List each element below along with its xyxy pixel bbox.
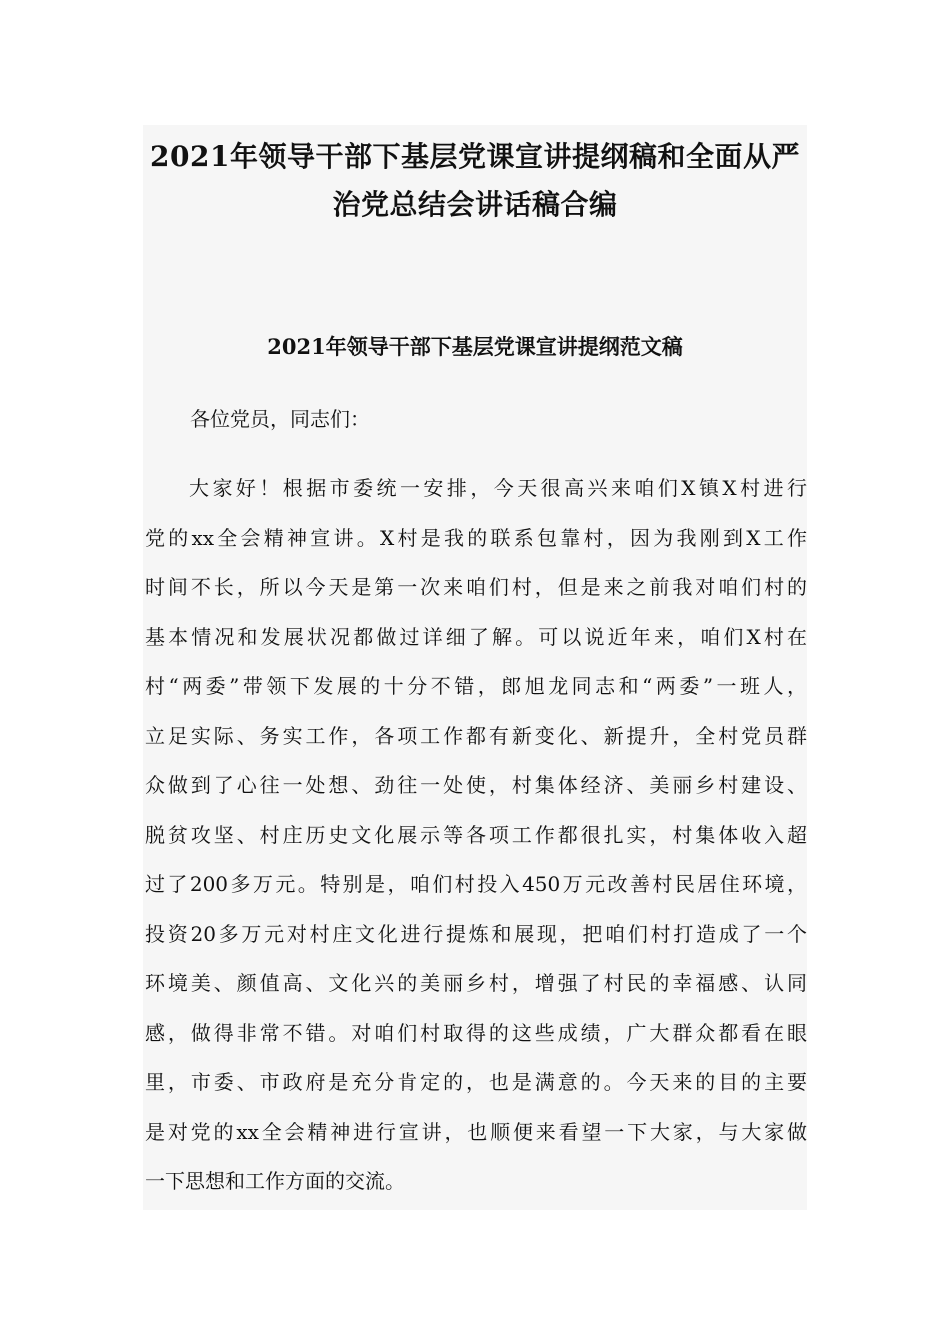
paragraph-line: 一下思想和工作方面的交流。 bbox=[145, 1169, 405, 1193]
document-title bbox=[143, 133, 807, 229]
body-paragraph bbox=[145, 469, 807, 1212]
paragraph-line: 感，做得非常不错。对咱们村取得的这些成绩，广大群众都看在眼 bbox=[145, 1020, 807, 1045]
section-title: 2021年领导干部下基层党课宣讲提纲范文稿 bbox=[267, 334, 683, 359]
paragraph-line: 过了200多万元。特别是，咱们村投入450万元改善村民居住环境， bbox=[145, 872, 807, 896]
document-page bbox=[143, 125, 807, 1210]
paragraph-line: 脱贫攻坚、村庄历史文化展示等各项工作都很扎实，村集体收入超 bbox=[145, 822, 807, 847]
paragraph-line: 是对党的xx全会精神进行宣讲，也顺便来看望一下大家，与大家做 bbox=[145, 1119, 807, 1144]
document-title-line: 治党总结会讲话稿合编 bbox=[332, 188, 618, 221]
paragraph-line: 环境美、颜值高、文化兴的美丽乡村，增强了村民的幸福感、认同 bbox=[145, 971, 807, 995]
document-title-line: 2021年领导干部下基层党课宣讲提纲稿和全面从严 bbox=[150, 140, 800, 173]
paragraph-line: 投资20多万元对村庄文化进行提炼和展现，把咱们村打造成了一个 bbox=[145, 921, 807, 946]
paragraph-line: 立足实际、务实工作，各项工作都有新变化、新提升，全村党员群 bbox=[145, 723, 807, 748]
paragraph-line: 众做到了心往一处想、劲往一处使，村集体经济、美丽乡村建设、 bbox=[145, 773, 807, 797]
paragraph-line: 里，市委、市政府是充分肯定的，也是满意的。今天来的目的主要 bbox=[145, 1070, 807, 1094]
paragraph-line: 村“两委”带领下发展的十分不错，郎旭龙同志和“两委”一班人， bbox=[145, 674, 807, 698]
paragraph-line: 基本情况和发展状况都做过详细了解。可以说近年来，咱们X村在 bbox=[145, 624, 807, 649]
salutation: 各位党员，同志们： bbox=[190, 407, 370, 431]
paragraph-line: 党的xx全会精神宣讲。X村是我的联系包靠村，因为我刚到X工作 bbox=[145, 525, 807, 550]
paragraph-line: 大家好！根据市委统一安排，今天很高兴来咱们X镇X村进行 bbox=[189, 476, 807, 500]
paragraph-line: 时间不长，所以今天是第一次来咱们村，但是来之前我对咱们村的 bbox=[145, 575, 807, 599]
